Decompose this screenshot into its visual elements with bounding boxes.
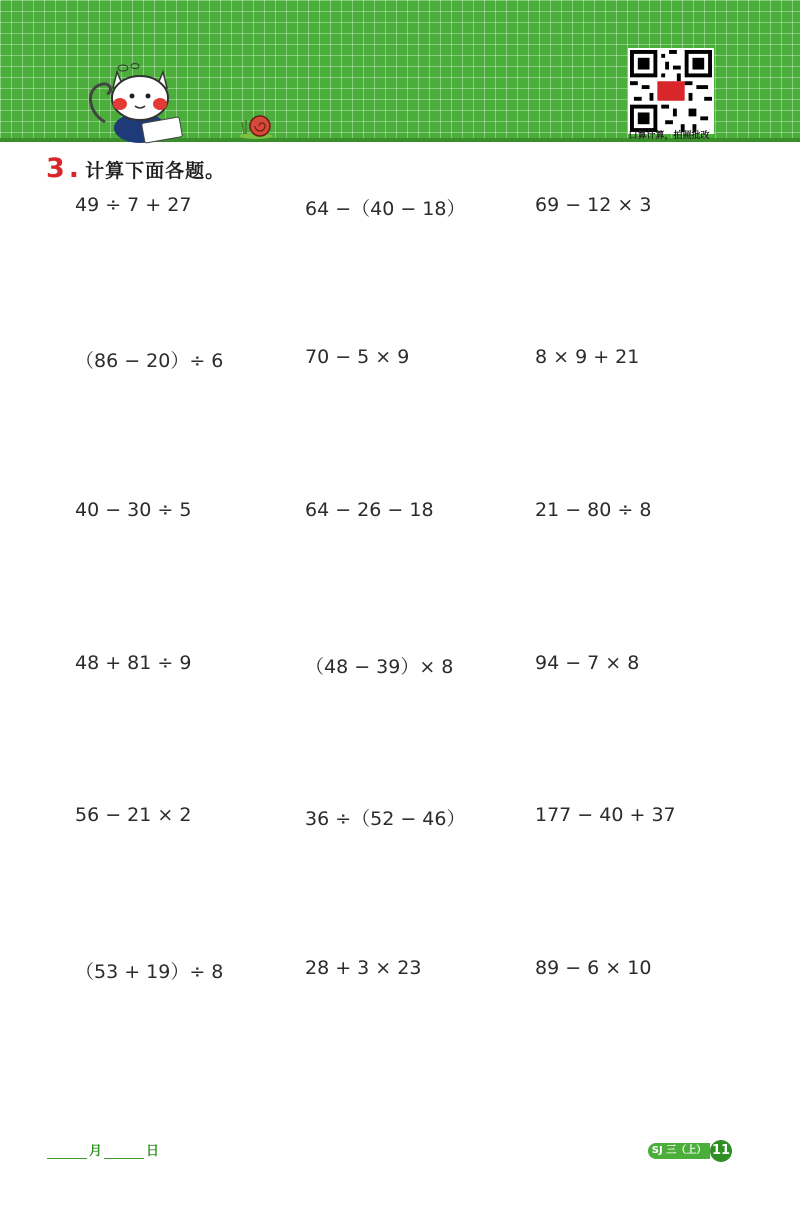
problem-1-3: 69 − 12 × 3 [535, 194, 652, 216]
problem-3-3: 21 − 80 ÷ 8 [535, 499, 652, 521]
day-label: 日 [146, 1144, 160, 1159]
problem-5-1: 56 − 21 × 2 [75, 804, 192, 826]
section-title: 计算下面各题。 [85, 160, 226, 182]
qr-code-icon [630, 50, 712, 132]
section-heading [46, 153, 225, 184]
problem-5-2: 36 ÷（52 − 46） [305, 808, 466, 830]
problem-3-2: 64 − 26 − 18 [305, 499, 434, 521]
problem-2-1: （86 − 20）÷ 6 [75, 350, 224, 372]
problem-1-1: 49 ÷ 7 + 27 [75, 194, 192, 216]
section-number: 3 [46, 153, 65, 184]
problem-2-3: 8 × 9 + 21 [535, 346, 640, 368]
section-number-dot: . [68, 153, 80, 184]
qr-code[interactable] [628, 48, 714, 134]
problem-4-1: 48 + 81 ÷ 9 [75, 652, 192, 674]
month-blank[interactable] [47, 1144, 87, 1159]
snail-illustration [236, 110, 276, 140]
problem-6-3: 89 − 6 × 10 [535, 957, 652, 979]
problem-1-2: 64 −（40 − 18） [305, 198, 466, 220]
page-number: 11 [710, 1140, 732, 1162]
qr-caption: 口算计算，拍照批改 [628, 131, 710, 141]
problem-6-2: 28 + 3 × 23 [305, 957, 422, 979]
problem-4-2: （48 − 39）× 8 [305, 656, 454, 678]
day-blank[interactable] [104, 1144, 144, 1159]
problem-4-3: 94 − 7 × 8 [535, 652, 640, 674]
problem-5-3: 177 − 40 + 37 [535, 804, 676, 826]
problem-3-1: 40 − 30 ÷ 5 [75, 499, 192, 521]
problem-6-1: （53 + 19）÷ 8 [75, 961, 224, 983]
cat-illustration [85, 62, 195, 144]
date-field [47, 1140, 161, 1159]
edition-tag: SJ 三（上） [648, 1143, 710, 1159]
problem-2-2: 70 − 5 × 9 [305, 346, 410, 368]
month-label: 月 [89, 1144, 103, 1159]
